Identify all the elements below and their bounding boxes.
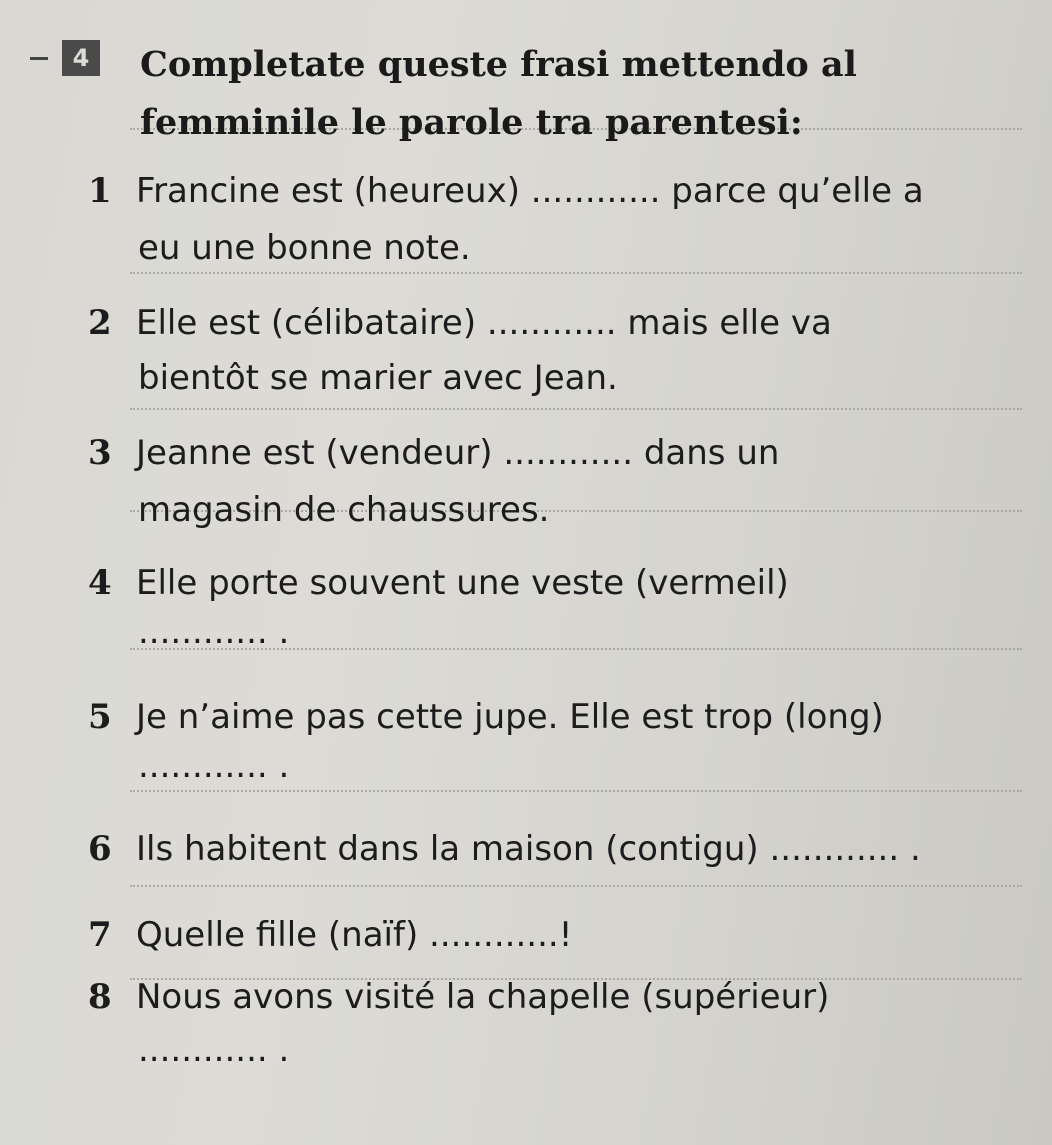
item-5-answer-blank[interactable]: ............ . <box>138 746 290 786</box>
ruled-line <box>130 790 1022 792</box>
item-text-line-1: Nous avons visité la chapelle (supérieur) <box>136 977 830 1017</box>
item-number: 7 <box>88 915 112 955</box>
exercise-item-8 <box>88 966 988 1028</box>
exercise-item-3 <box>88 422 988 484</box>
item-text-line-1: Quelle fille (naïf) ............! <box>136 915 573 955</box>
item-text-line-1: Elle porte souvent une veste (vermeil) <box>136 563 789 603</box>
item-number: 2 <box>88 303 112 343</box>
exercise-item-7 <box>88 904 988 966</box>
exercise-title-line-2: femminile le parole tra parentesi: <box>140 102 803 143</box>
item-text-line-1: Elle est (célibataire) ............ mais elle va <box>136 303 832 343</box>
item-number: 5 <box>88 697 112 737</box>
item-number: 3 <box>88 433 112 473</box>
item-number: 6 <box>88 829 112 869</box>
item-2-continuation: bientôt se marier avec Jean. <box>138 358 618 398</box>
exercise-number-badge: 4 <box>62 40 100 76</box>
item-1-continuation: eu une bonne note. <box>138 228 471 268</box>
ruled-line <box>130 408 1022 410</box>
ruled-line <box>130 272 1022 274</box>
exercise-item-6 <box>88 818 988 880</box>
margin-dash <box>30 57 48 60</box>
item-text-line-1: Jeanne est (vendeur) ............ dans un <box>136 433 780 473</box>
item-3-continuation: magasin de chaussures. <box>138 490 550 530</box>
exercise-item-1 <box>88 160 988 222</box>
exercise-item-4 <box>88 552 988 614</box>
item-8-answer-blank[interactable]: ............ . <box>138 1030 290 1070</box>
item-number: 8 <box>88 977 112 1017</box>
exercise-item-5 <box>88 686 988 748</box>
exercise-title <box>140 36 880 152</box>
item-number: 1 <box>88 171 112 211</box>
exercise-title-line-1: Completate queste frasi mettendo al <box>140 44 857 85</box>
ruled-line <box>130 885 1022 887</box>
item-text-line-1: Francine est (heureux) ............ parce qu’elle a <box>136 171 924 211</box>
item-number: 4 <box>88 563 112 603</box>
exercise-item-2 <box>88 292 988 354</box>
item-4-answer-blank[interactable]: ............ . <box>138 612 290 652</box>
item-text-line-1: Ils habitent dans la maison (contigu) ............ . <box>136 829 921 869</box>
item-text-line-1: Je n’aime pas cette jupe. Elle est trop (long) <box>136 697 884 737</box>
